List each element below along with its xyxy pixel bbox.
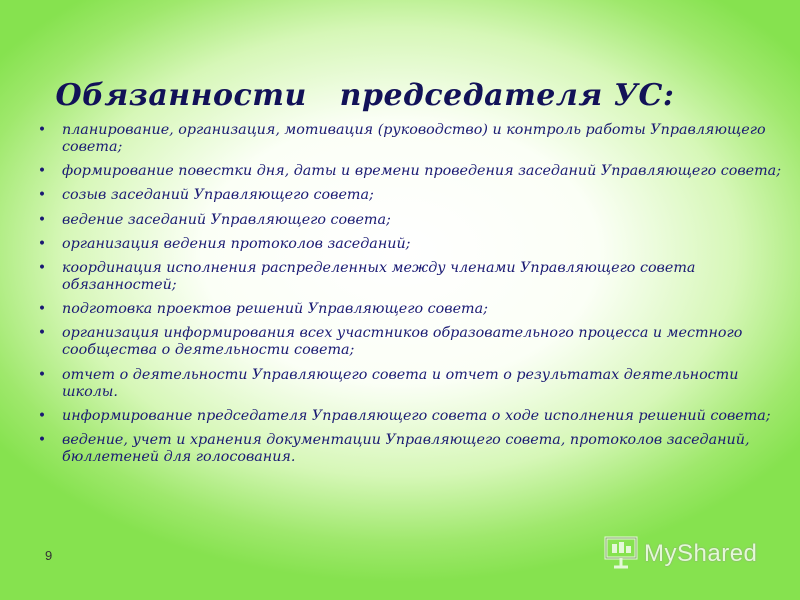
list-item-text: планирование, организация, мотивация (руководство) и контроль работы Управляющего совета; xyxy=(62,122,766,155)
bullet-icon: • xyxy=(37,259,47,276)
list-item-text: ведение заседаний Управляющего совета; xyxy=(62,211,391,228)
list-item xyxy=(36,301,788,318)
list-item xyxy=(36,260,788,294)
list-item-text: отчет о деятельности Управляющего совета и отчет о результатах деятельности школы. xyxy=(62,366,739,400)
bullet-icon: • xyxy=(37,325,47,342)
bullet-icon: • xyxy=(37,407,47,424)
list-item xyxy=(36,163,788,180)
list-item xyxy=(36,367,788,401)
page-number: 9 xyxy=(45,548,53,563)
list-item-text: ведение, учет и хранения документации Управляющего совета, протоколов заседаний, бюллетеней для голосования. xyxy=(62,431,750,465)
list-item-text: координация исполнения распределенных между членами Управляющего совета обязанностей; xyxy=(62,259,696,293)
list-item-text: подготовка проектов решений Управляющего совета; xyxy=(62,301,488,318)
list-item xyxy=(36,236,788,253)
bullet-icon: • xyxy=(37,122,47,138)
list-item xyxy=(36,408,788,425)
bullet-icon: • xyxy=(37,301,47,318)
watermark-text: MyShared xyxy=(644,540,758,567)
bullet-icon: • xyxy=(37,187,47,204)
watermark-logo xyxy=(604,534,780,574)
list-item xyxy=(36,212,788,229)
bullet-list xyxy=(36,122,788,473)
presentation-board-icon xyxy=(604,535,638,573)
list-item xyxy=(36,122,788,156)
bullet-icon: • xyxy=(37,431,47,448)
list-item xyxy=(36,432,788,466)
slide-title: Обязанности председателя УС: xyxy=(55,78,675,113)
bullet-icon: • xyxy=(37,163,47,180)
list-item-text: организация ведения протоколов заседаний; xyxy=(62,235,411,252)
list-item-text: информирование председателя Управляющего совета о ходе исполнения решений совета; xyxy=(62,407,771,424)
list-item-text: формирование повестки дня, даты и времени проведения заседаний Управляющего совета; xyxy=(62,163,782,180)
bullet-icon: • xyxy=(37,366,47,383)
list-item xyxy=(36,325,788,359)
list-item-text: организация информирования всех участников образовательного процесса и местного сообщества о деятельности совета; xyxy=(62,325,743,359)
bullet-icon: • xyxy=(37,211,47,228)
list-item-text: созыв заседаний Управляющего совета; xyxy=(62,187,374,204)
list-item xyxy=(36,187,788,204)
bullet-icon: • xyxy=(37,235,47,252)
